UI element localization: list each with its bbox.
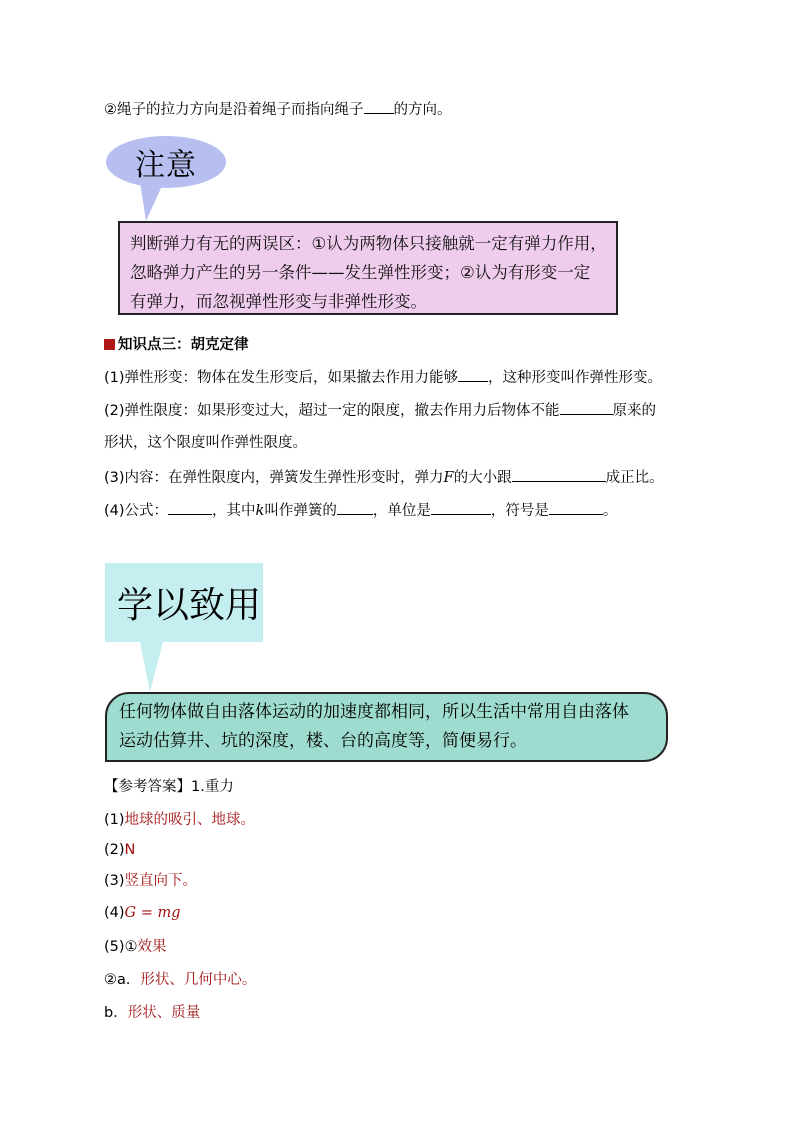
apply-line: 运动估算井、坑的深度，楼、台的高度等，简便易行。 bbox=[119, 731, 527, 751]
answers-heading: 【参考答案】1.重力 bbox=[104, 779, 234, 795]
answer-blank bbox=[458, 367, 488, 382]
note-line: 忽略弹力产生的另一条件——发生弹性形变；②认为有形变一定 bbox=[130, 263, 591, 282]
answer-item: (2)N bbox=[104, 842, 136, 858]
text: 的方向。 bbox=[393, 102, 452, 118]
note-bubble-tail bbox=[0, 0, 794, 240]
answer-blank bbox=[549, 500, 603, 515]
paragraph-content: (3)内容：在弹性限度内，弹簧发生弹性形变时，弹力F的大小跟 成正比。 bbox=[104, 467, 664, 488]
answer-blank bbox=[560, 400, 613, 415]
apply-callout-tail bbox=[0, 620, 794, 700]
answer-item: ②a．形状、几何中心。 bbox=[104, 972, 257, 988]
paragraph-elastic-limit: (2)弹性限度：如果形变过大，超过一定的限度，撤去作用力后物体不能 原来的 bbox=[104, 400, 656, 421]
note-line: 判断弹力有无的两误区：①认为两物体只接触就一定有弹力作用， bbox=[130, 234, 607, 253]
note-title: 注意 bbox=[135, 148, 197, 183]
apply-line: 任何物体做自由落体运动的加速度都相同，所以生活中常用自由落体 bbox=[119, 702, 629, 722]
answer-item: b．形状、质量 bbox=[104, 1005, 201, 1021]
text: ②绳子的拉力方向是沿着绳子而指向绳子 bbox=[104, 102, 364, 118]
paragraph-elastic-limit-cont: 形状，这个限度叫作弹性限度。 bbox=[104, 435, 307, 451]
apply-box bbox=[105, 692, 668, 762]
answer-item: (3)竖直向下。 bbox=[104, 873, 198, 889]
note-box bbox=[118, 221, 618, 315]
answer-blank bbox=[337, 500, 373, 515]
apply-title: 学以致用 bbox=[117, 585, 262, 626]
variable-k: k bbox=[255, 503, 265, 519]
section-heading: 知识点三：胡克定律 bbox=[104, 333, 249, 354]
paragraph-formula: (4)公式： ，其中k叫作弹簧的 ，单位是 ，符号是 。 bbox=[104, 500, 617, 521]
answer-item: (5)①效果 bbox=[104, 939, 167, 955]
note-line: 有弹力，而忽视弹性形变与非弹性形变。 bbox=[130, 292, 427, 311]
answer-blank bbox=[168, 500, 212, 515]
variable-F: F bbox=[443, 470, 454, 486]
answer-blank bbox=[512, 467, 606, 482]
note-bubble bbox=[106, 136, 226, 188]
answer-item: (4)G = mg bbox=[104, 905, 181, 921]
answer-item: (1)地球的吸引、地球。 bbox=[104, 812, 256, 828]
red-square-icon bbox=[104, 339, 115, 350]
paragraph-elastic-deformation: (1)弹性形变：物体在发生形变后，如果撤去作用力能够 ，这种形变叫作弹性形变。 bbox=[104, 367, 662, 388]
answer-blank bbox=[431, 500, 491, 515]
